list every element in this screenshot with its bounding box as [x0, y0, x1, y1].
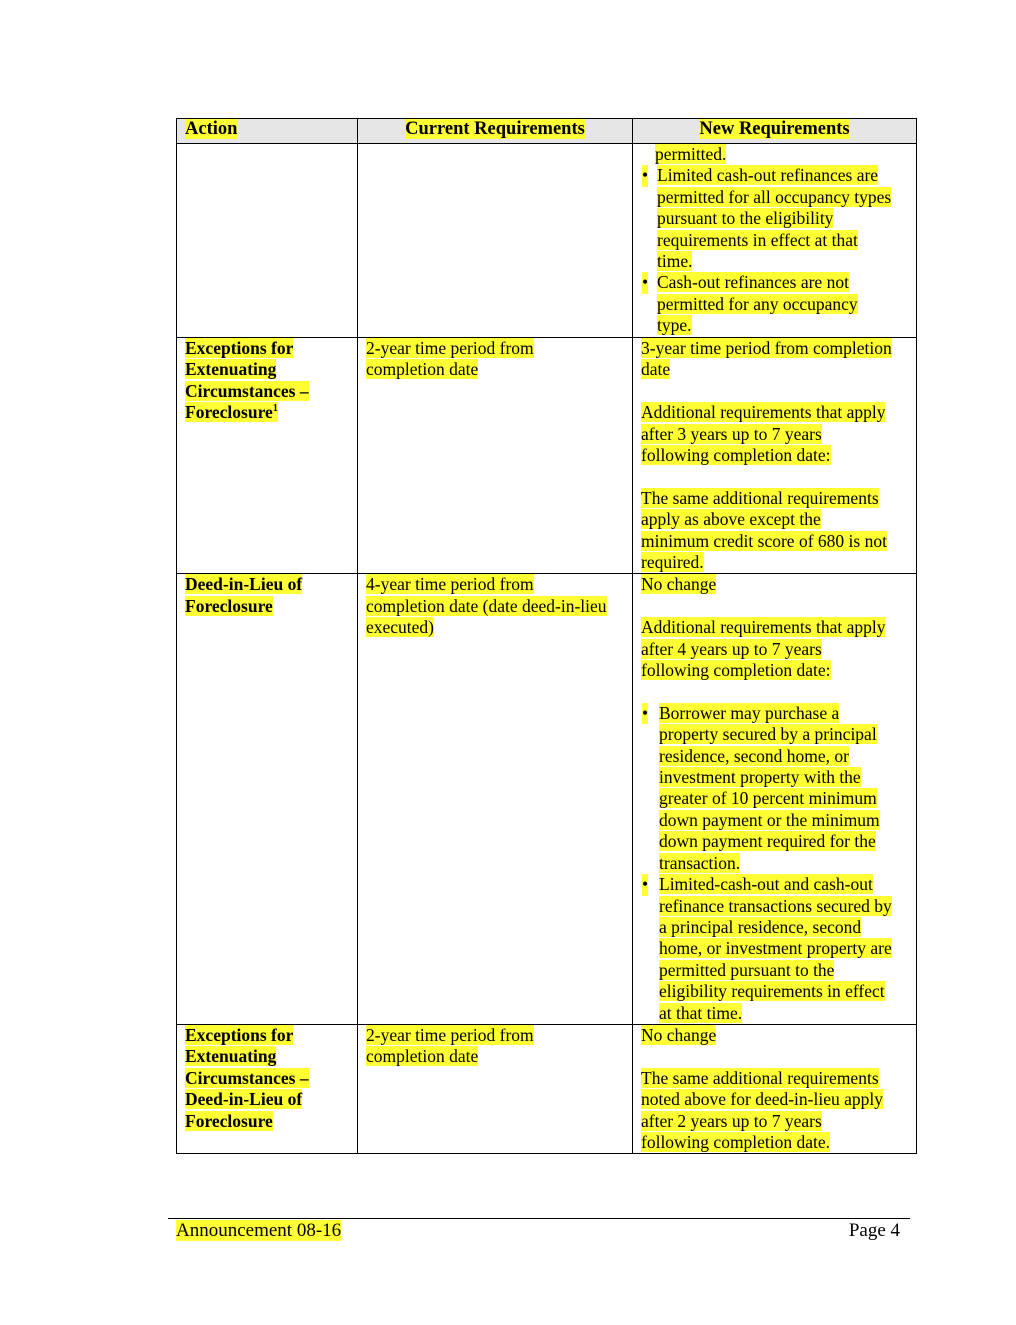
action-cell: Deed-in-Lieu of Foreclosure — [177, 574, 358, 1025]
table-header-row — [177, 119, 917, 144]
bullet-item: • Limited cash-out refinances are permitted for all occupancy types pursuant to the eligibility requirements in effect at that time. — [642, 165, 892, 272]
new-cell: No change Additional requirements that apply after 4 years up to 7 years following completion date: • Borrower may purchase a property secured by a principal residence, second home, or investment property with the greater of 10 percent minimum down payment or the minimum down payment required for the transaction. • Limited-cash-out and cash-out refinance transactions secured by a principal residence, second home, or investment property are permitted pursuant to the eligibility requirements in effect at that time. — [633, 574, 917, 1025]
table-row — [177, 144, 917, 338]
footer-divider — [168, 1218, 910, 1219]
requirements-table — [176, 118, 917, 1154]
current-cell — [358, 144, 633, 338]
new-cell: No change The same additional requirements noted above for deed-in-lieu apply after 2 years up to 7 years following completion date. — [633, 1024, 917, 1153]
table-row — [177, 338, 917, 574]
current-cell: 2-year time period from completion date — [358, 1024, 633, 1153]
action-cell — [177, 144, 358, 338]
footnote-marker: 1 — [272, 403, 278, 415]
current-cell: 2-year time period from completion date — [358, 338, 633, 574]
bullet-item: • Cash-out refinances are not permitted for any occupancy type. — [642, 272, 858, 336]
header-new-requirements: New Requirements — [633, 119, 917, 144]
table-row — [177, 574, 917, 1025]
footer-announcement: Announcement 08-16 — [176, 1220, 342, 1241]
new-cell: 3-year time period from completion date Additional requirements that apply after 3 years up to 7 years following completion date: The same additional requirements apply as above except the minimum credit score of 680 is not required. — [633, 338, 917, 574]
action-cell: Exceptions for Extenuating Circumstances – Deed-in-Lieu of Foreclosure — [177, 1024, 358, 1153]
header-current-requirements: Current Requirements — [358, 119, 633, 144]
action-cell: Exceptions for Extenuating Circumstances – Foreclosure$^1$ — [177, 338, 358, 574]
current-cell: 4-year time period from completion date (date deed-in-lieu executed) — [358, 574, 633, 1025]
footer-page-number: Page 4 — [848, 1220, 900, 1241]
table-row — [177, 1024, 917, 1153]
header-action: Action — [177, 119, 358, 144]
new-cell: permitted. • Limited cash-out refinances are permitted for all occupancy types pursuant to the eligibility requirements in effect at that time. • Cash-out refinances are not permitted for any occupancy type. — [633, 144, 917, 338]
bullet-item: • Borrower may purchase a property secured by a principal residence, second home, or investment property with the greater of 10 percent minimum down payment or the minimum down payment required for the transaction. — [642, 702, 880, 873]
bullet-item: • Limited-cash-out and cash-out refinance transactions secured by a principal residence, second home, or investment property are permitted pursuant to the eligibility requirements in effect at that time. — [642, 874, 892, 1023]
